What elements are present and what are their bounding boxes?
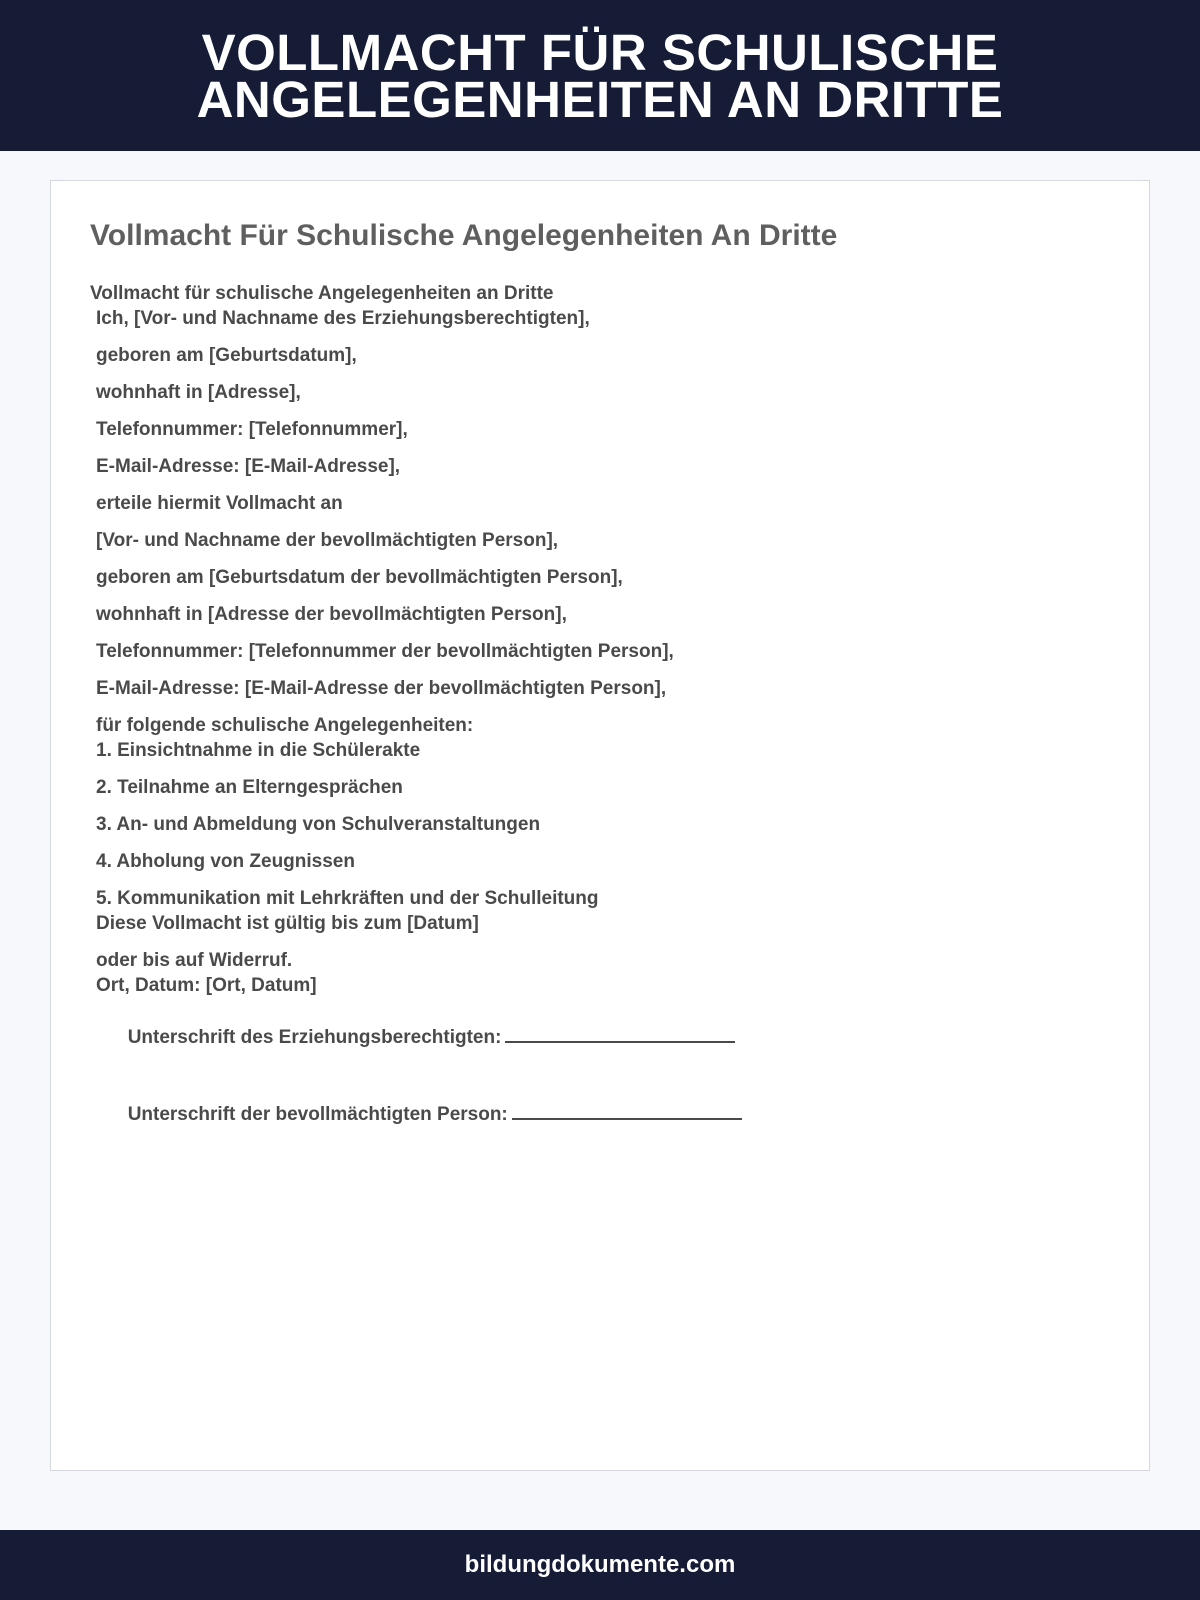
text-line: Telefonnummer: [Telefonnummer],: [96, 419, 408, 440]
text-line: für folgende schulische Angelegenheiten:: [96, 715, 474, 736]
list-item: 4. Abholung von Zeugnissen: [96, 851, 355, 872]
place-date-line: Ort, Datum: [Ort, Datum]: [96, 975, 317, 996]
banner-title-line-1: VOLLMACHT FÜR SCHULISCHE: [201, 23, 999, 81]
text-line: geboren am [Geburtsdatum der bevollmächtigten Person],: [96, 567, 623, 588]
text-line: oder bis auf Widerruf.: [96, 950, 293, 971]
text-line: Telefonnummer: [Telefonnummer der bevollmächtigten Person],: [96, 641, 674, 662]
banner-title: [196, 23, 1004, 128]
text-line: erteile hiermit Vollmacht an: [96, 493, 343, 514]
document-body: [90, 281, 1090, 1152]
list-item: 1. Einsichtnahme in die Schülerakte: [96, 740, 421, 761]
document-card: [50, 180, 1150, 1471]
text-line: E-Mail-Adresse: [E-Mail-Adresse],: [96, 456, 401, 477]
signature-guardian-line: [505, 1023, 735, 1043]
text-line: geboren am [Geburtsdatum],: [96, 345, 357, 366]
document-subtitle: Vollmacht für schulische Angelegenheiten an Dritte: [90, 283, 554, 304]
text-line: wohnhaft in [Adresse],: [96, 382, 301, 403]
text-line: Diese Vollmacht ist gültig bis zum [Datum]: [96, 913, 479, 934]
footer-bar: [0, 1530, 1200, 1600]
footer-site-name: bildungdokumente.com: [464, 1551, 736, 1578]
list-item: 2. Teilnahme an Elterngesprächen: [96, 777, 403, 798]
signature-agent-line: [512, 1100, 742, 1120]
signature-agent-row: [90, 1075, 1090, 1152]
document-heading: Vollmacht Für Schulische Angelegenheiten An Dritte: [90, 219, 838, 252]
signature-guardian-label: Unterschrift des Erziehungsberechtigten:: [127, 1027, 502, 1048]
text-line: [Vor- und Nachname der bevollmächtigten Person],: [96, 530, 559, 551]
text-line: E-Mail-Adresse: [E-Mail-Adresse der bevollmächtigten Person],: [96, 678, 667, 699]
banner-title-line-2: ANGELEGENHEITEN AN DRITTE: [196, 70, 1004, 128]
text-line: Ich, [Vor- und Nachname des Erziehungsberechtigten],: [96, 308, 590, 329]
signature-guardian-row: [90, 998, 1090, 1075]
signature-agent-label: Unterschrift der bevollmächtigten Person:: [127, 1104, 508, 1125]
title-banner: [0, 0, 1200, 151]
list-item: 3. An- und Abmeldung von Schulveranstaltungen: [96, 814, 541, 835]
list-item: 5. Kommunikation mit Lehrkräften und der Schulleitung: [96, 888, 599, 909]
text-line: wohnhaft in [Adresse der bevollmächtigten Person],: [96, 604, 567, 625]
